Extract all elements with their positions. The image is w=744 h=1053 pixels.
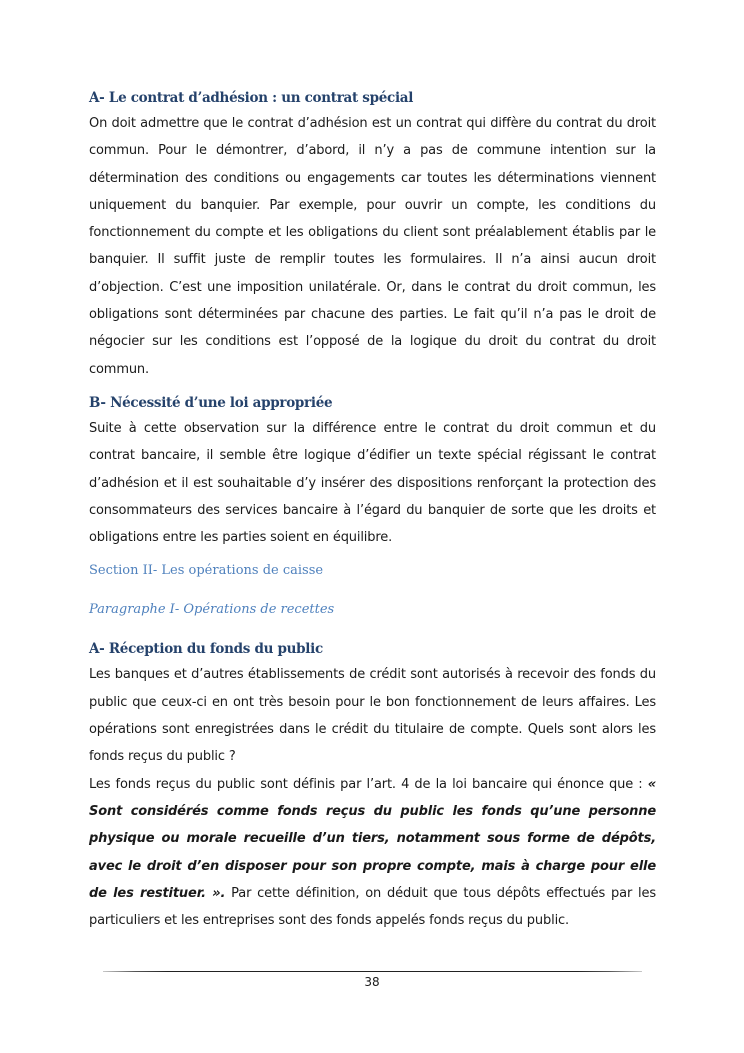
- definition-intro: Les fonds reçus du public sont définis par l’art. 4 de la loi bancaire qui énonce que :: [89, 776, 648, 792]
- paragraph-title: Paragraphe I- Opérations de recettes: [89, 602, 335, 618]
- footer-divider: [103, 971, 642, 972]
- paragraph-contrat-adhesion: On doit admettre que le contrat d’adhésion est un contrat qui diffère du contrat du droit commun. Pour le démontrer, d’abord, il n’y a pas de commune intention sur la détermination des conditions ou engagements car toutes les déterminations viennent uniquement du banquier. Par exemple, pour ouvrir un compte, les conditions du fonctionnement du compte et les obligations du client sont préalablement établis par le banquier. Il suffit juste de remplir toutes les formulaires. Il n’a ainsi aucun droit d’objection. C’est une imposition unilatérale. Or, dans le contrat du droit commun, les obligations sont déterminées par chacune des parties. Le fait qu’il n’a pas le droit de négocier sur les conditions est l’opposé de la logique du droit du contrat du droit commun.: [89, 116, 656, 377]
- heading-reception-fonds: A- Réception du fonds du public: [89, 641, 323, 658]
- heading-contrat-adhesion: A- Le contrat d’adhésion : un contrat spécial: [89, 90, 414, 106]
- heading-necessite-loi: B- Nécessité d’une loi appropriée: [89, 394, 333, 411]
- definition-conclusion: Par cette définition, on déduit que tous dépôts effectués par les particuliers et les entreprises sont des fonds appelés fonds reçus du public.: [89, 885, 656, 929]
- document-page: [89, 86, 656, 934]
- paragraph-definition-fonds: [89, 771, 656, 935]
- legal-quote: « Sont considérés comme fonds reçus du public les fonds qu’une personne physique ou morale recueille d’un tiers, notamment sous forme de dépôts, avec le droit d’en disposer pour son propre compte, mais à charge pour elle de les restituer. ».: [89, 776, 656, 901]
- paragraph-reception-fonds: Les banques et d’autres établissements de crédit sont autorisés à recevoir des fonds du public que ceux-ci en ont très besoin pour le bon fonctionnement de leurs affaires. Les opérations sont enregistrées dans le crédit du titulaire de compte. Quels sont alors les fonds reçus du public ?: [89, 667, 656, 765]
- section-title: Section II- Les opérations de caisse: [89, 563, 324, 579]
- paragraph-necessite-loi: Suite à cette observation sur la différence entre le contrat du droit commun et du contrat bancaire, il semble être logique d’édifier un texte spécial régissant le contrat d’adhésion et il est souhaitable d’y insérer des dispositions renforçant la protection des consommateurs des services bancaire à l’égard du banquier de sorte que les droits et obligations entre les parties soient en équilibre.: [89, 420, 656, 546]
- page-number: 38: [364, 975, 380, 989]
